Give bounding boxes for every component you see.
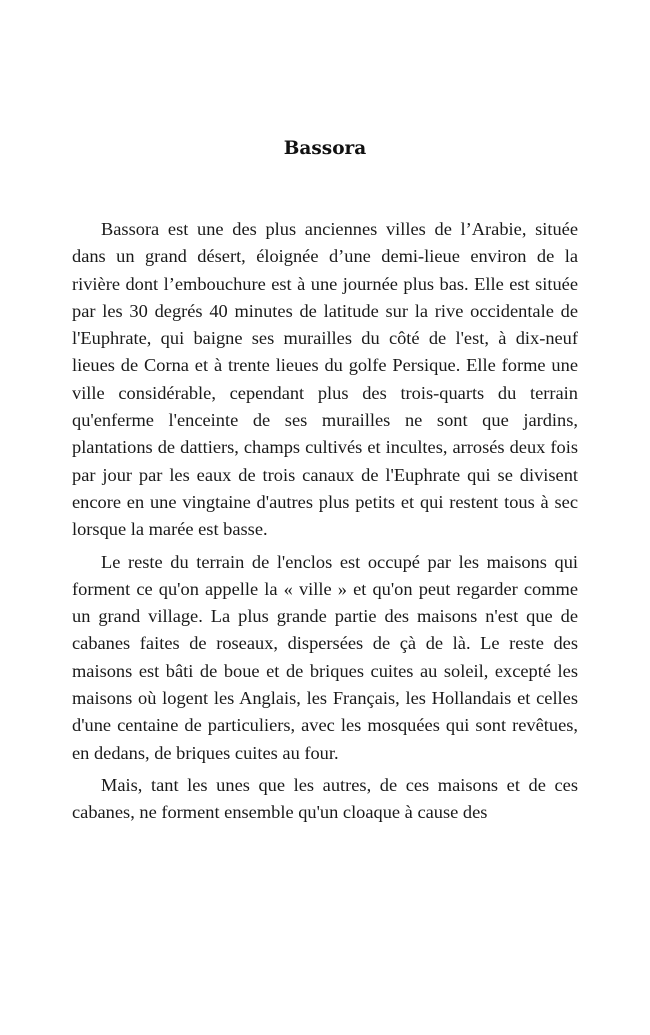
paragraph: Le reste du terrain de l'enclos est occupé par les maisons qui forment ce qu'on appelle la « ville » et qu'on peut regarder comme un grand village. La plus grande partie des maisons n'est que de cabanes faites de roseaux, dispersées de çà de là. Le reste des maisons est bâti de boue et de briques cuites au soleil, excepté les maisons où logent les Anglais, les Français, les Hollandais et celles d'une centaine de particuliers, avec les mosquées qui sont revêtues, en dedans, de briques cuites au four. — [72, 551, 578, 763]
paragraph: Mais, tant les unes que les autres, de ces maisons et de ces cabanes, ne forment ensemble qu'un cloaque à cause des — [72, 774, 578, 823]
body-text — [72, 216, 578, 832]
chapter-title: Bassora — [283, 138, 367, 159]
paragraph: Bassora est une des plus anciennes villes de l’Arabie, située dans un grand désert, éloignée d’une demi-lieue environ de la rivière dont l’embouchure est à une journée plus bas. Elle est située par les 30 degrés 40 minutes de latitude sur la rive occidentale de l'Euphrate, qui baigne ses murailles du côté de l'est, à dix-neuf lieues de Corna et à trente lieues du golfe Persique. Elle forme une ville considérable, cependant plus des trois-quarts du terrain qu'enferme l'enceinte de ses murailles ne sont que jardins, plantations de dattiers, champs cultivés et incultes, arrosés deux fois par jour par les eaux de trois canaux de l'Euphrate qui se divisent encore en une vingtaine d'autres plus petits et qui restent tous à sec lorsque la marée est basse. — [72, 219, 578, 540]
